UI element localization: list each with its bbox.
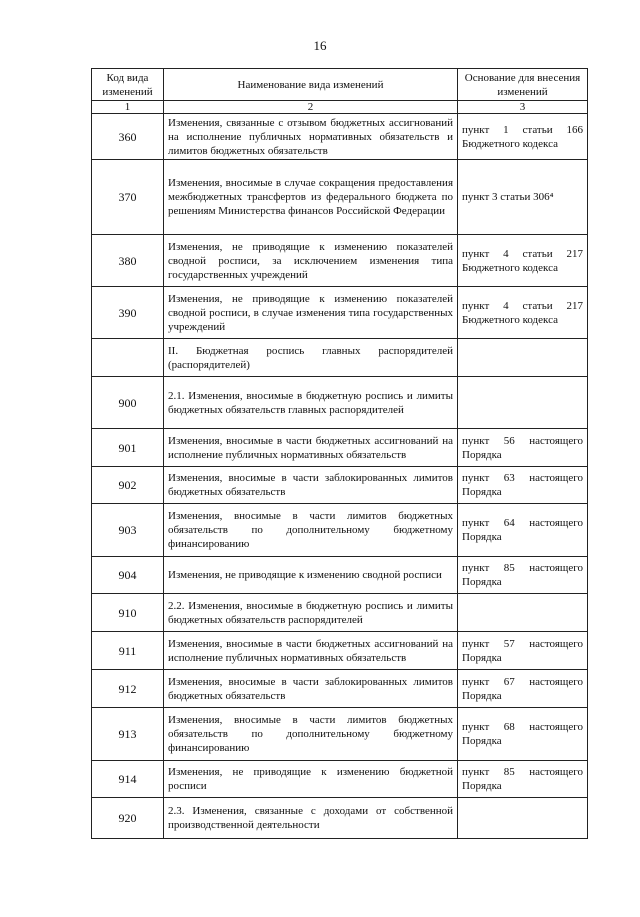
- table-row: [92, 287, 588, 339]
- row-name: Изменения, вносимые в части лимитов бюджетных обязательств по дополнительному бюджетному финансированию: [164, 504, 458, 557]
- table-row: [92, 504, 588, 557]
- page-number: 16: [313, 38, 327, 53]
- row-name: 2.1. Изменения, вносимые в бюджетную роспись и лимиты бюджетных обязательств главных распорядителей: [164, 377, 458, 429]
- table-row: [92, 160, 588, 235]
- row-code: 902: [92, 467, 164, 504]
- row-basis: пункт 4 статьи 217 Бюджетного кодекса: [458, 287, 588, 339]
- table-row: [92, 632, 588, 670]
- row-basis: пункт 68 настоящего Порядка: [458, 708, 588, 761]
- column-number: 3: [458, 101, 588, 114]
- row-code: 904: [92, 557, 164, 594]
- table-row: [92, 467, 588, 504]
- row-basis: пункт 4 статьи 217 Бюджетного кодекса: [458, 235, 588, 287]
- header-basis: Основание для внесения изменений: [458, 69, 588, 101]
- row-code: [92, 339, 164, 377]
- table-row: [92, 708, 588, 761]
- table-row: [92, 594, 588, 632]
- table-row: [92, 798, 588, 839]
- row-name: Изменения, связанные с отзывом бюджетных ассигнований на исполнение публичных нормативных обязательств и лимитов бюджетных обязательств: [164, 114, 458, 160]
- row-code: 390: [92, 287, 164, 339]
- row-code: 370: [92, 160, 164, 235]
- table-row: [92, 761, 588, 798]
- column-number-row: [92, 101, 588, 114]
- table-row: [92, 377, 588, 429]
- changes-table: [91, 68, 588, 839]
- row-code: 360: [92, 114, 164, 160]
- row-name: Изменения, вносимые в части бюджетных ассигнований на исполнение публичных нормативных обязательств: [164, 429, 458, 467]
- column-number: 2: [164, 101, 458, 114]
- row-name: Изменения, вносимые в части бюджетных ассигнований на исполнение публичных нормативных обязательств: [164, 632, 458, 670]
- row-name: Изменения, не приводящие к изменению сводной росписи: [164, 557, 458, 594]
- row-basis: пункт 1 статьи 166 Бюджетного кодекса: [458, 114, 588, 160]
- section-row: [92, 339, 588, 377]
- row-basis: пункт 64 настоящего Порядка: [458, 504, 588, 557]
- table-row: [92, 429, 588, 467]
- row-code: 914: [92, 761, 164, 798]
- row-code: 912: [92, 670, 164, 708]
- row-code: 911: [92, 632, 164, 670]
- row-basis: пункт 57 настоящего Порядка: [458, 632, 588, 670]
- row-code: 903: [92, 504, 164, 557]
- row-basis: пункт 85 настоящего Порядка: [458, 557, 588, 594]
- row-name: Изменения, вносимые в части заблокированных лимитов бюджетных обязательств: [164, 467, 458, 504]
- row-basis: пункт 67 настоящего Порядка: [458, 670, 588, 708]
- table-row: [92, 235, 588, 287]
- table-row: [92, 114, 588, 160]
- column-number: 1: [92, 101, 164, 114]
- row-name: Изменения, не приводящие к изменению показателей сводной росписи, за исключением изменения типа государственных учреждений: [164, 235, 458, 287]
- row-basis: пункт 3 статьи 306⁴: [458, 160, 588, 235]
- row-basis: [458, 339, 588, 377]
- section-title: II. Бюджетная роспись главных распорядителей (распорядителей): [164, 339, 458, 377]
- row-code: 920: [92, 798, 164, 839]
- row-name: 2.3. Изменения, связанные с доходами от собственной производственной деятельности: [164, 798, 458, 839]
- row-name: 2.2. Изменения, вносимые в бюджетную роспись и лимиты бюджетных обязательств распорядителей: [164, 594, 458, 632]
- row-name: Изменения, не приводящие к изменению бюджетной росписи: [164, 761, 458, 798]
- row-code: 901: [92, 429, 164, 467]
- row-basis: [458, 377, 588, 429]
- header-code: Код вида изменений: [92, 69, 164, 101]
- row-name: Изменения, вносимые в части лимитов бюджетных обязательств по дополнительному бюджетному финансированию: [164, 708, 458, 761]
- table-header-row: [92, 69, 588, 101]
- row-name: Изменения, вносимые в случае сокращения предоставления межбюджетных трансфертов из федерального бюджета по решениям Министерства финансов Российской Федерации: [164, 160, 458, 235]
- row-basis: пункт 63 настоящего Порядка: [458, 467, 588, 504]
- row-basis: пункт 85 настоящего Порядка: [458, 761, 588, 798]
- row-code: 380: [92, 235, 164, 287]
- row-code: 900: [92, 377, 164, 429]
- row-name: Изменения, не приводящие к изменению показателей сводной росписи, в случае изменения типа государственных учреждений: [164, 287, 458, 339]
- row-basis: пункт 56 настоящего Порядка: [458, 429, 588, 467]
- row-basis: [458, 594, 588, 632]
- row-name: Изменения, вносимые в части заблокированных лимитов бюджетных обязательств: [164, 670, 458, 708]
- row-basis: [458, 798, 588, 839]
- table-row: [92, 557, 588, 594]
- row-code: 910: [92, 594, 164, 632]
- row-code: 913: [92, 708, 164, 761]
- table-row: [92, 670, 588, 708]
- header-name: Наименование вида изменений: [164, 69, 458, 101]
